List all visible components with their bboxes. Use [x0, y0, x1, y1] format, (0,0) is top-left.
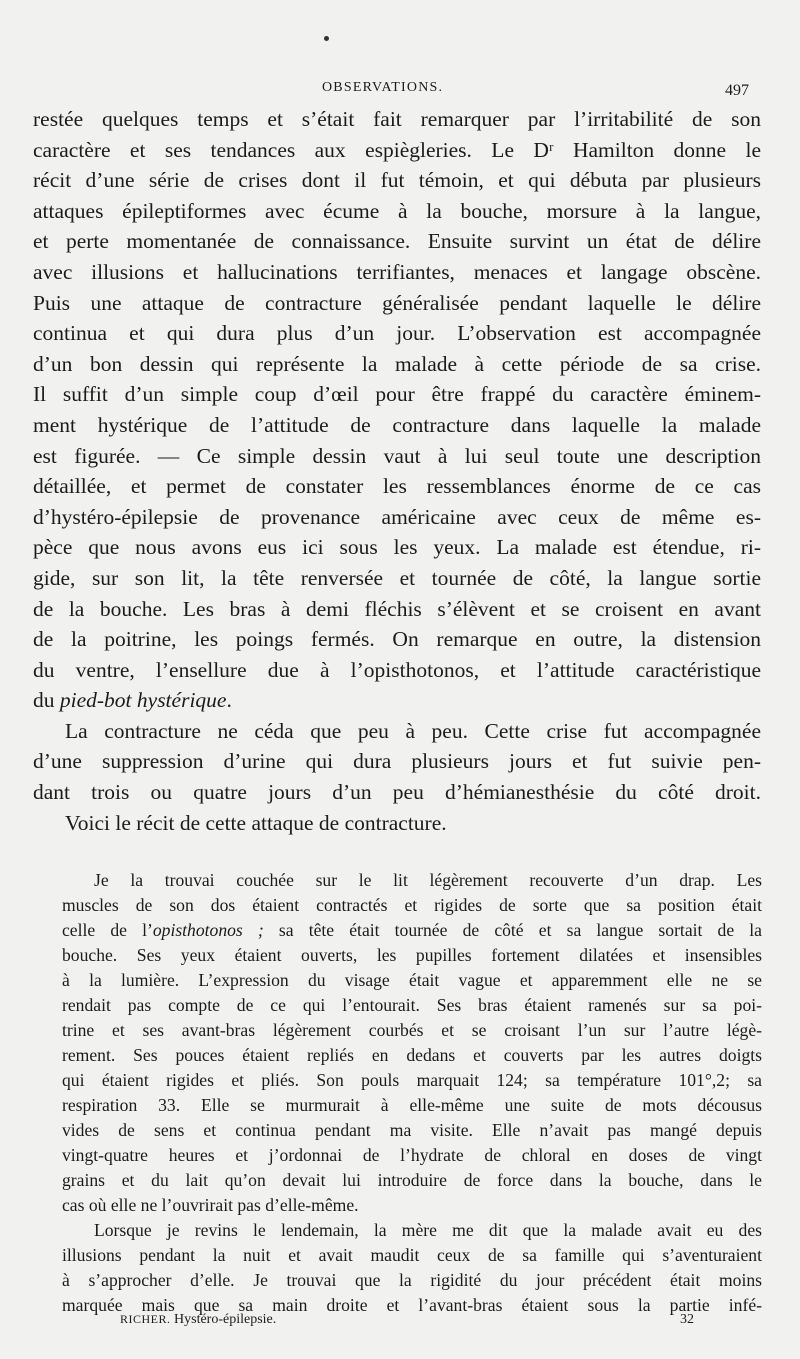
main-text-line — [33, 196, 761, 227]
text-run: sa tête était tournée de côté et sa langue sortait de la — [263, 920, 762, 940]
text-run: illusions pendant la nuit et avait maudit ceux de sa famille qui s’aventuraient — [62, 1245, 762, 1265]
text-run: est figurée. — Ce simple dessin vaut à lui seul toute une description — [33, 443, 761, 468]
signature-number: 32 — [680, 1312, 694, 1327]
main-text-line — [33, 502, 761, 533]
text-run: qui étaient rigides et pliés. Son pouls marquait 124; sa température 101°,2; sa — [62, 1070, 762, 1090]
text-run: respiration 33. Elle se murmurait à elle-même une suite de mots décousus — [62, 1095, 762, 1115]
text-run: récit d’une série de crises dont il fut témoin, et qui débuta par plusieurs — [33, 168, 761, 193]
text-run: gide, sur son lit, la tête renversée et tournée de côté, la langue sortie — [33, 565, 761, 590]
quote-text-line — [62, 968, 762, 993]
main-text-line — [33, 471, 761, 502]
quote-text-line — [62, 1068, 762, 1093]
text-run: à la lumière. L’expression du visage était vague et apparemment elle ne se — [62, 970, 762, 990]
quote-text-line — [62, 943, 762, 968]
main-text-line — [33, 655, 761, 686]
page-header — [0, 80, 800, 102]
main-text-line — [33, 135, 761, 166]
page-footer — [0, 1312, 800, 1334]
main-text-line — [33, 288, 761, 319]
main-text-line — [33, 441, 761, 472]
text-run: marquée mais que sa main droite et l’avant-bras étaient sous la partie infé- — [62, 1295, 762, 1315]
quote-text-line — [62, 1268, 762, 1293]
text-run: vingt-quatre heures et j’ordonnai de l’hydrate de chloral en doses de vingt — [62, 1145, 762, 1165]
text-run: ment hystérique de l’attitude de contracture dans laquelle la malade — [33, 412, 761, 437]
text-run: d’hystéro-épilepsie de provenance américaine avec ceux de même es- — [33, 504, 761, 529]
main-text-line — [33, 410, 761, 441]
quote-text-line — [62, 1043, 762, 1068]
text-run: restée quelques temps et s’était fait remarquer par l’irritabilité de son — [33, 107, 761, 131]
text-run: pèce que nous avons eus ici sous les yeux. La malade est étendue, ri- — [33, 535, 761, 560]
text-run: du — [33, 688, 60, 713]
quote-text-line — [62, 918, 762, 943]
text-run: continua et qui dura plus d’un jour. L’observation est accompagnée — [33, 321, 761, 346]
text-run: rement. Ses pouces étaient repliés en dedans et couverts par les autres doigts — [62, 1045, 762, 1065]
running-head: OBSERVATIONS. — [322, 80, 444, 95]
quote-text-line — [62, 1018, 762, 1043]
text-run: caractère et ses tendances aux espiègleries. Le Dʳ Hamilton donne le — [33, 137, 761, 162]
text-run: trine et ses avant-bras légèrement courbés et se croisant l’un sur l’autre légè- — [62, 1020, 762, 1040]
quote-text-line — [62, 1118, 762, 1143]
text-run: détaillée, et permet de constater les ressemblances énorme de ce cas — [33, 474, 761, 499]
main-text-line — [33, 226, 761, 257]
main-text-block — [33, 104, 761, 838]
quote-text-line — [62, 1243, 762, 1268]
main-text-line — [33, 746, 761, 777]
text-run: Il suffit d’un simple coup d’œil pour être frappé du caractère éminem- — [33, 382, 761, 407]
quoted-observation-block — [62, 868, 762, 1318]
main-text-line — [33, 624, 761, 655]
quote-text-line — [62, 1193, 762, 1218]
main-text-line — [33, 532, 761, 563]
text-run: grains et du lait qu’on devait lui introduire de force dans la bouche, dans le — [62, 1170, 762, 1190]
text-run: bouche. Ses yeux étaient ouverts, les pupilles fortement dilatées et insensibles — [62, 945, 762, 965]
main-text-line — [33, 349, 761, 380]
signature-title: Hystéro-épilepsie. — [170, 1312, 277, 1327]
main-text-line — [33, 685, 761, 716]
quote-text-line — [62, 1093, 762, 1118]
quote-text-line — [62, 1218, 762, 1243]
text-run: Voici le récit de cette attaque de contracture. — [65, 810, 447, 835]
main-text-line — [33, 257, 761, 288]
main-text-line — [33, 777, 761, 808]
text-run: celle de l’ — [62, 920, 153, 940]
quote-text-line — [62, 1143, 762, 1168]
main-text-line — [33, 104, 761, 135]
italic-run: opisthotonos ; — [152, 920, 264, 940]
text-run: et perte momentanée de connaissance. Ensuite survint un état de délire — [33, 229, 761, 254]
text-run: de la bouche. Les bras à demi fléchis s’élèvent et se croisent en avant — [33, 596, 761, 621]
main-text-line — [33, 594, 761, 625]
text-run: . — [226, 688, 232, 713]
text-run: La contracture ne céda que peu à peu. Cette crise fut accompagnée — [65, 718, 761, 743]
text-run: rendait pas compte de ce qui l’entourait. Ses bras étaient ramenés sur sa poi- — [62, 995, 762, 1015]
text-run: de la poitrine, les poings fermés. On remarque en outre, la distension — [33, 627, 761, 652]
main-text-line — [33, 165, 761, 196]
main-text-line — [33, 563, 761, 594]
text-run: Puis une attaque de contracture généralisée pendant laquelle le délire — [33, 290, 761, 315]
text-run: vides de sens et continua pendant ma visite. Elle n’avait pas mangé depuis — [62, 1120, 762, 1140]
quote-text-line — [62, 993, 762, 1018]
text-run: à s’approcher d’elle. Je trouvai que la rigidité du jour précédent était moins — [62, 1270, 762, 1290]
text-run: muscles de son dos étaient contractés et rigides de sorte que sa position était — [62, 895, 762, 915]
signature-author: RICHER. — [120, 1312, 171, 1326]
text-run: d’un bon dessin qui représente la malade à cette période de sa crise. — [33, 351, 761, 376]
text-run: cas où elle ne l’ouvrirait pas d’elle-même. — [62, 1195, 359, 1215]
text-run: du ventre, l’ensellure due à l’opisthotonos, et l’attitude caractéristique — [33, 657, 761, 682]
ink-dot — [324, 36, 329, 41]
text-run: Lorsque je revins le lendemain, la mère me dit que la malade avait eu des — [94, 1220, 762, 1240]
text-run: avec illusions et hallucinations terrifiantes, menaces et langage obscène. — [33, 259, 761, 284]
quote-text-line — [62, 868, 762, 893]
quote-text-line — [62, 1168, 762, 1193]
italic-run: pied-bot hystérique — [59, 688, 227, 713]
quote-text-line — [62, 893, 762, 918]
main-text-line — [33, 379, 761, 410]
text-run: Je la trouvai couchée sur le lit légèrement recouverte d’un drap. Les — [94, 870, 762, 890]
main-text-line — [33, 716, 761, 747]
main-text-line — [33, 808, 761, 839]
page-number: 497 — [725, 82, 749, 99]
text-run: d’une suppression d’urine qui dura plusieurs jours et fut suivie pen- — [33, 749, 761, 774]
printer-signature — [120, 1312, 276, 1328]
text-run: attaques épileptiformes avec écume à la bouche, morsure à la langue, — [33, 198, 761, 223]
main-text-line — [33, 318, 761, 349]
text-run: dant trois ou quatre jours d’un peu d’hémianesthésie du côté droit. — [33, 780, 761, 805]
